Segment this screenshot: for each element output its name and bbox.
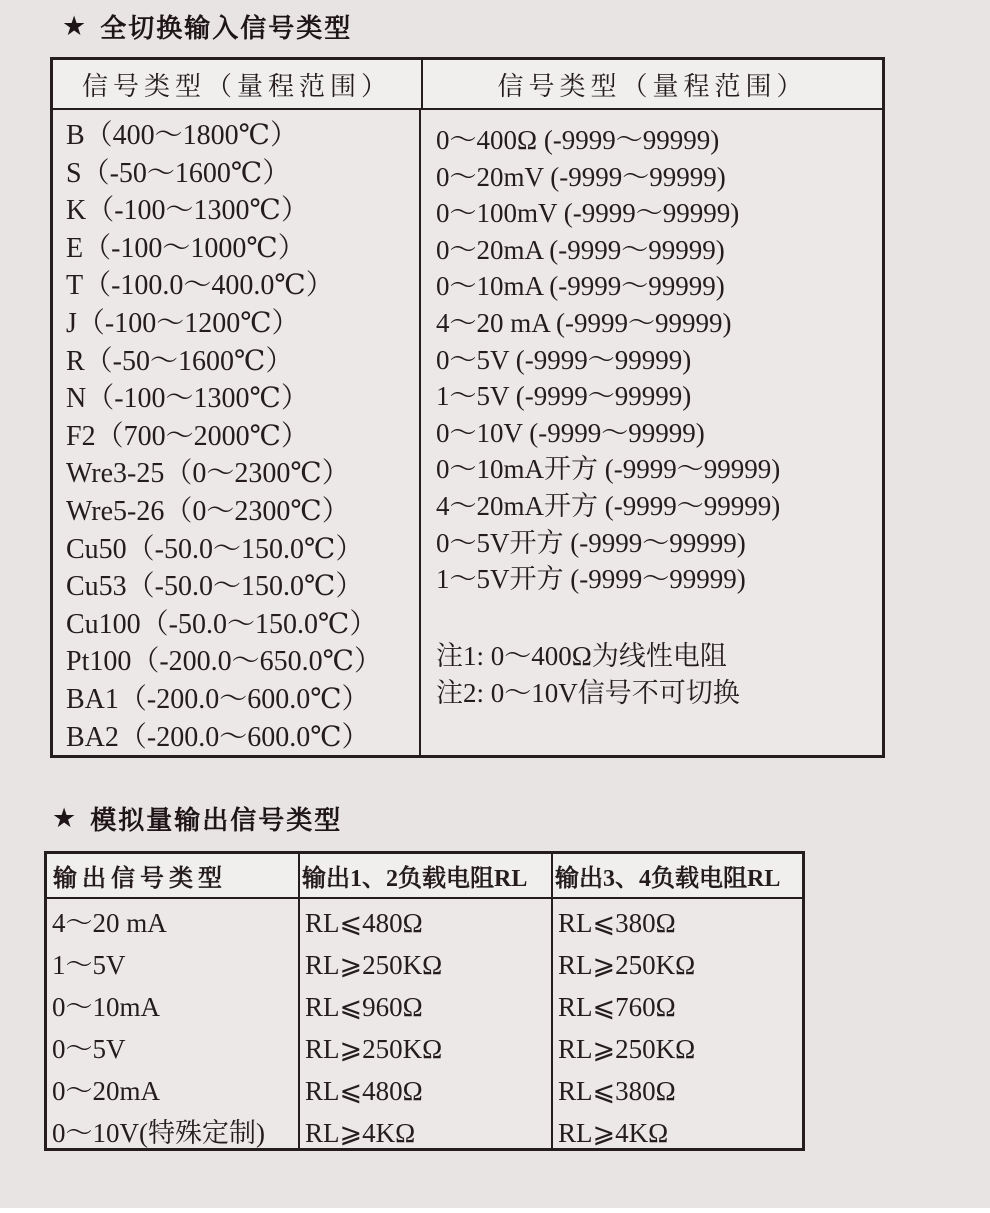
signal-row: 0～400Ω (-9999～99999) [436, 125, 720, 155]
signal-row: 0～20mA (-9999～99999) [436, 234, 725, 265]
input-table-right-column [421, 110, 882, 755]
signal-row: T（-100.0～400.0℃） [66, 270, 334, 302]
load-resistance-cell: RL⩾250KΩ [558, 950, 696, 980]
output-signal-table [44, 851, 805, 1151]
load-resistance-cell: RL⩽380Ω [558, 1076, 676, 1106]
output-signal-cell: 0～10mA [52, 992, 160, 1022]
output-signal-cell: 4～20 mA [52, 908, 167, 938]
input-table-header-row [53, 60, 882, 110]
output-table-header-row [47, 854, 802, 899]
signal-row: 1～5V (-9999～99999) [436, 381, 692, 412]
input-signal-table [50, 57, 885, 758]
load-resistance-cell: RL⩽760Ω [558, 992, 676, 1022]
signal-row: 0～5V开方 (-9999～99999) [436, 527, 746, 558]
output-signal-cell: 0～10V(特殊定制) [52, 1118, 265, 1148]
output-table-header-load-1-2: 输出1、2负载电阻RL [300, 854, 553, 897]
output-signal-cell: 1～5V [52, 950, 126, 980]
signal-row: 4～20mA开方 (-9999～99999) [436, 490, 781, 521]
signal-row: 0～10mA开方 (-9999～99999) [436, 454, 781, 485]
output-table-load-1-2-column [300, 899, 553, 1148]
load-resistance-cell: RL⩽480Ω [305, 1076, 423, 1106]
input-table-right-rows [436, 122, 882, 598]
signal-row: BA2（-200.0～600.0℃） [66, 721, 370, 753]
output-table-header-load-3-4: 输出3、4负载电阻RL [555, 866, 781, 892]
signal-row: BA1（-200.0～600.0℃） [66, 683, 370, 715]
load-resistance-cell: RL⩽480Ω [305, 908, 423, 938]
signal-row: Wre3-25（0～2300℃） [66, 458, 350, 490]
load-resistance-cell: RL⩾250KΩ [558, 1034, 696, 1064]
note-row: 注1: 0～400Ω为线性电阻 [436, 640, 727, 671]
signal-row: 0～10mA (-9999～99999) [436, 271, 725, 302]
output-section-title [52, 800, 342, 837]
input-table-header-right: 信号类型（量程范围） [497, 71, 808, 101]
input-section-title-text: 全切换输入信号类型 [100, 13, 353, 43]
signal-row: S（-50～1600℃） [66, 157, 291, 189]
input-table-header-left: 信号类型（量程范围） [53, 60, 423, 108]
star-icon: ★ [52, 803, 77, 833]
input-table-left-column [53, 110, 421, 755]
signal-row: K（-100～1300℃） [66, 195, 309, 227]
load-resistance-cell: RL⩾250KΩ [305, 1034, 443, 1064]
output-table-load-3-4-column [553, 899, 802, 1148]
signal-row: 0～5V (-9999～99999) [436, 344, 692, 375]
signal-row: N（-100～1300℃） [66, 383, 309, 415]
signal-row: 0～100mV (-9999～99999) [436, 198, 740, 229]
output-table-header-signal-type: 输出信号类型 [47, 854, 300, 897]
signal-row: Cu50（-50.0～150.0℃） [66, 533, 364, 565]
load-resistance-cell: RL⩽960Ω [305, 992, 423, 1022]
input-table-body [53, 110, 882, 755]
output-table-body [47, 899, 802, 1148]
signal-row: Pt100（-200.0～650.0℃） [66, 646, 382, 678]
signal-row: Cu53（-50.0～150.0℃） [66, 571, 364, 603]
signal-row: B（400～1800℃） [66, 120, 298, 151]
signal-row: 4～20 mA (-9999～99999) [436, 307, 732, 338]
input-table-notes [436, 638, 882, 713]
signal-row: E（-100～1000℃） [66, 232, 306, 264]
load-resistance-cell: RL⩾4KΩ [305, 1118, 416, 1148]
signal-row: J（-100～1200℃） [66, 307, 300, 339]
signal-row: R（-50～1600℃） [66, 345, 294, 377]
output-signal-cell: 0～20mA [52, 1076, 160, 1106]
output-signal-cell: 0～5V [52, 1034, 126, 1064]
output-section-title-text: 模拟量输出信号类型 [90, 805, 343, 835]
signal-row: F2（700～2000℃） [66, 420, 309, 452]
load-resistance-cell: RL⩾4KΩ [558, 1118, 669, 1148]
signal-row: 1～5V开方 (-9999～99999) [436, 564, 746, 595]
signal-row: 0～10V (-9999～99999) [436, 417, 705, 448]
signal-row: Cu100（-50.0～150.0℃） [66, 608, 378, 640]
note-row: 注2: 0～10V信号不可切换 [436, 678, 740, 709]
signal-row: Wre5-26（0～2300℃） [66, 495, 350, 527]
star-icon: ★ [62, 11, 87, 41]
input-section-title [62, 8, 352, 45]
load-resistance-cell: RL⩾250KΩ [305, 950, 443, 980]
page-bottom-margin [0, 1208, 990, 1213]
output-table-signal-column [47, 899, 300, 1148]
signal-row: 0～20mV (-9999～99999) [436, 161, 726, 192]
load-resistance-cell: RL⩽380Ω [558, 908, 676, 938]
